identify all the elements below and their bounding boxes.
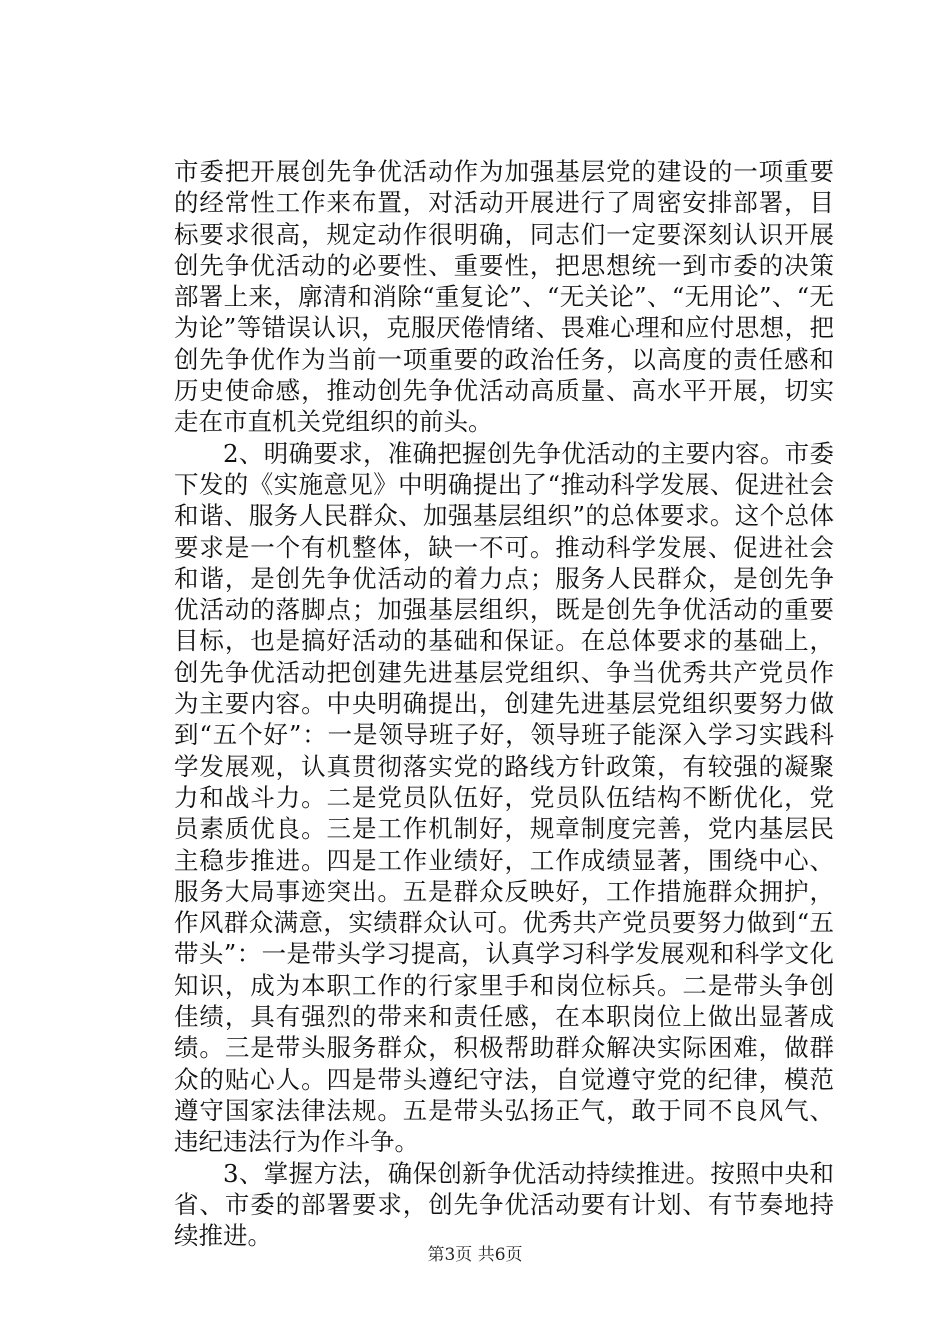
document-body	[174, 156, 834, 1251]
page-number-footer: 第3页 共6页	[427, 1245, 523, 1265]
paragraph-1: 市委把开展创先争优活动作为加强基层党的建设的一项重要的经常性工作来布置，对活动开展进行了周密安排部署，目标要求很高，规定动作很明确，同志们一定要深刻认识开展创先争优活动的必要性、重要性，把思想统一到市委的决策部署上来，廓清和消除“重复论”、“无关论”、“无用论”、“无为论”等错误认识，克服厌倦情绪、畏难心理和应付思想，把创先争优作为当前一项重要的政治任务，以高度的责任感和历史使命感，推动创先争优活动高质量、高水平开展，切实走在市直机关党组织的前头。	[174, 157, 834, 437]
paragraph-3: 3、掌握方法，确保创新争优活动持续推进。按照中央和省、市委的部署要求，创先争优活动要有计划、有节奏地持续推进。	[174, 1158, 834, 1251]
paragraph-2: 2、明确要求，准确把握创先争优活动的主要内容。市委下发的《实施意见》中明确提出了“推动科学发展、促进社会和谐、服务人民群众、加强基层组织”的总体要求。这个总体要求是一个有机整体，缺一不可。推动科学发展、促进社会和谐，是创先争优活动的着力点；服务人民群众，是创先争优活动的落脚点；加强基层组织，既是创先争优活动的重要目标，也是搞好活动的基础和保证。在总体要求的基础上，创先争优活动把创建先进基层党组织、争当优秀共产党员作为主要内容。中央明确提出，创建先进基层党组织要努力做到“五个好”：一是领导班子好，领导班子能深入学习实践科学发展观，认真贯彻落实党的路线方针政策，有较强的凝聚力和战斗力。二是党员队伍好，党员队伍结构不断优化，党员素质优良。三是工作机制好，规章制度完善，党内基层民主稳步推进。四是工作业绩好，工作成绩显著，围绕中心、服务大局事迹突出。五是群众反映好，工作措施群众拥护，作风群众满意，实绩群众认可。优秀共产党员要努力做到“五带头”：一是带头学习提高，认真学习科学发展观和科学文化知识，成为本职工作的行家里手和岗位标兵。二是带头争创佳绩，具有强烈的带来和责任感，在本职岗位上做出显著成绩。三是带头服务群众，积极帮助群众解决实际困难，做群众的贴心人。四是带头遵纪守法，自觉遵守党的纪律，模范遵守国家法律法规。五是带头弘扬正气，敢于同不良风气、违纪违法行为作斗争。	[174, 438, 834, 1157]
